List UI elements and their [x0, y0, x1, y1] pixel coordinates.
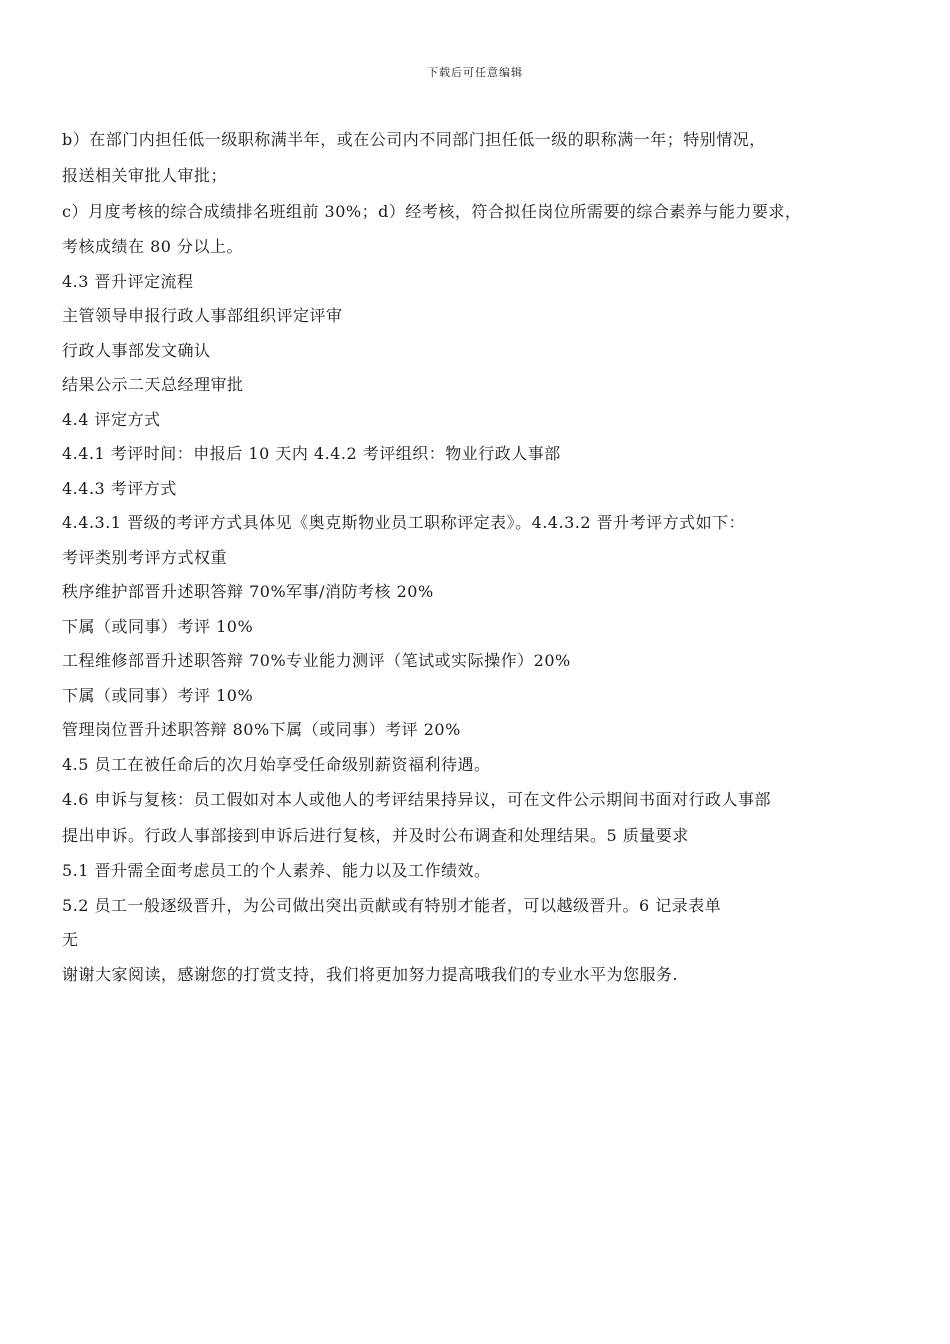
text-line: 下属（或同事）考评 10%: [62, 685, 254, 705]
text-line: 5.1 晋升需全面考虑员工的个人素养、能力以及工作绩效。: [62, 861, 491, 880]
document-body: [62, 122, 892, 992]
text-line: 5.2 员工一般逐级晋升，为公司做出突出贡献或有特别才能者，可以越级晋升。6 记录表单: [62, 895, 722, 915]
text-line: 4.5 员工在被任命后的次月始享受任命级别薪资福利待遇。: [62, 754, 491, 774]
text-line: 工程维修部晋升述职答辩 70%专业能力测评（笔试或实际操作）20%: [62, 651, 571, 670]
text-line: 报送相关审批人审批；: [62, 166, 228, 185]
section-heading: 4.4 评定方式: [62, 409, 161, 429]
section-heading: 4.3 晋升评定流程: [62, 271, 194, 291]
text-line: 4.4.1 考评时间：申报后 10 天内 4.4.2 考评组织：物业行政人事部: [62, 444, 561, 463]
text-line: 下属（或同事）考评 10%: [62, 616, 254, 636]
text-line: 无: [62, 930, 79, 949]
text-line: 考核成绩在 80 分以上。: [62, 237, 244, 256]
text-line: 谢谢大家阅读，感谢您的打赏支持，我们将更加努力提高哦我们的专业水平为您服务.: [62, 964, 679, 984]
text-line: 结果公示二天总经理审批: [62, 375, 244, 394]
section-heading: 4.4.3 考评方式: [62, 478, 177, 498]
text-line: 考评类别考评方式权重: [62, 547, 228, 567]
page-header: 下载后可任意编辑: [427, 66, 523, 79]
text-line: 主管领导申报行政人事部组织评定评审: [62, 306, 343, 325]
text-line: 4.6 申诉与复核：员工假如对本人或他人的考评结果持异议，可在文件公示期间书面对行政人事部: [62, 790, 772, 809]
text-line: 4.4.3.1 晋级的考评方式具体见《奥克斯物业员工职称评定表》。4.4.3.2 晋升考评方式如下：: [62, 513, 746, 532]
text-line: 提出申诉。行政人事部接到申诉后进行复核，并及时公布调查和处理结果。5 质量要求: [62, 826, 689, 845]
text-line: 秩序维护部晋升述职答辩 70%军事/消防考核 20%: [62, 582, 434, 601]
text-line: b）在部门内担任低一级职称满半年，或在公司内不同部门担任低一级的职称满一年；特别情况，: [62, 130, 766, 149]
text-line: c）月度考核的综合成绩排名班组前 30%；d）经考核，符合拟任岗位所需要的综合素养与能力要求，: [62, 202, 802, 221]
text-line: 管理岗位晋升述职答辩 80%下属（或同事）考评 20%: [62, 720, 461, 739]
text-line: 行政人事部发文确认: [62, 340, 211, 360]
